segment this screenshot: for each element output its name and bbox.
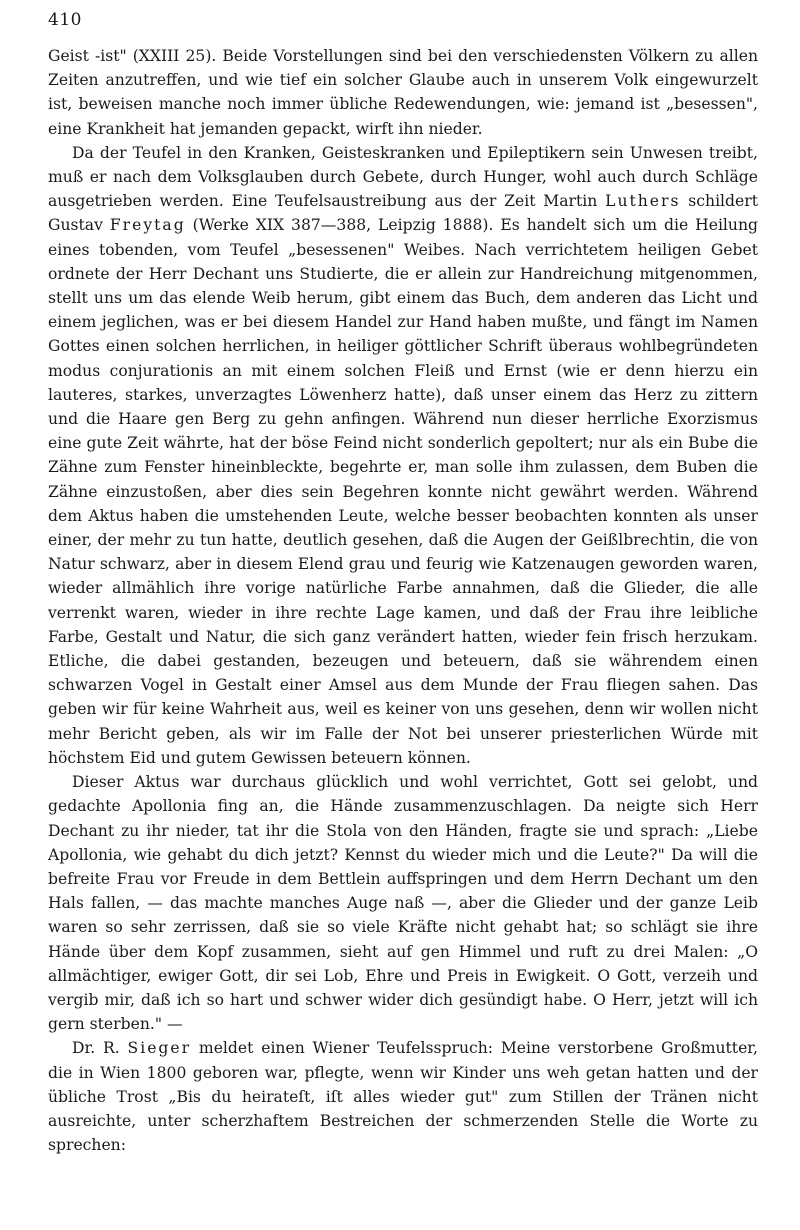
paragraph-text: schildert Gustav xyxy=(48,192,758,235)
paragraph-p3 xyxy=(48,770,758,1036)
author-name: Freytag xyxy=(109,216,186,235)
paragraph-text: Dieser Aktus war durchaus glücklich und wohl verrichtet, Gott sei gelobt, und gedachte Apollonia fing an, die Hände zusammenzuschlagen. Da neigte sich Herr Dechant zu ihr nieder, tat ihr die Stola von den Händen, fragte sie und sprach: „Liebe Apollonia, wie gehabt du dich jetzt? Kennst du wieder mich und die Leute?" Da will die befreite Frau vor Freude in dem Bettlein auffspringen und dem Herrn Dechant um den Hals fallen, — das machte manches Auge naß —, aber die Glieder und der ganze Leib waren so sehr zerrissen, daß sie so viele Kräfte nicht gehabt hat; so schlägt sie ihre Hände über dem Kopf zusammen, sieht auf gen Himmel und ruft zu drei Malen: „O allmächtiger, ewiger Gott, dir sei Lob, Ehre und Preis in Ewigkeit. O Gott, verzeih und vergib mir, daß ich so hart und schwer wider dich gesündigt habe. O Herr, jetzt will ich gern sterben." — xyxy=(48,773,758,1034)
author-name: Luthers xyxy=(605,192,681,211)
paragraph-text: Da der Teufel in den Kranken, Geisteskranken und Epileptikern sein Unwesen treibt, muß er nach dem Volksglauben durch Gebete, durch Hunger, wohl auch durch Schläge ausgetrieben werden. Eine Teufelsaustreibung aus der Zeit Martin xyxy=(48,143,758,211)
book-page xyxy=(48,10,758,1220)
author-name: Sieger xyxy=(127,1039,192,1058)
page-number: 410 xyxy=(48,10,82,30)
body-text xyxy=(48,44,758,1157)
paragraph-p1 xyxy=(48,44,758,141)
paragraph-text: meldet einen Wiener Teufelsspruch: Meine verstorbene Großmutter, die in Wien 1800 geboren war, pflegte, wenn wir Kinder uns weh getan hatten und der übliche Trost „Bis du heirateſt, iſt alles wieder gut" zum Stillen der Tränen nicht ausreichte, unter scherzhaftem Bestreichen der schmerzenden Stelle die Worte zu sprechen: xyxy=(48,1039,758,1155)
paragraph-text: Geist -ist" (XXIII 25). Beide Vorstellungen sind bei den verschiedensten Völkern zu allen Zeiten anzutreffen, und wie tief ein solcher Glaube auch in unserem Volk eingewurzelt ist, beweisen manche noch immer übliche Redewendungen, wie: jemand ist „besessen", eine Krankheit hat jemanden gepackt, wirft ihn nieder. xyxy=(48,47,758,138)
paragraph-p4 xyxy=(48,1036,758,1157)
paragraph-text: Dr. R. xyxy=(72,1039,128,1058)
paragraph-p2 xyxy=(48,141,758,770)
paragraph-text: (Werke XIX 387—388, Leipzig 1888). Es handelt sich um die Heilung eines tobenden, vom Teufel „besessenen" Weibes. Nach verrichtetem heiligen Gebet ordnete der Herr Dechant uns Studierte, die er allein zur Handreichung mitgenommen, stellt uns um das elende Weib herum, gibt einem das Buch, dem anderen das Licht und einem jeglichen, was er bei diesem Handel zur Hand haben mußte, und fängt im Namen Gottes einen solchen herrlichen, in heiliger göttlicher Schrift überaus wohlbegründeten modus conjurationis an mit einem solchen Fleiß und Ernst (wie er denn hierzu ein lauteres, starkes, unverzagtes Löwenherz hatte), daß unser einem das Herz zu zittern und die Haare gen Berg zu gehn anfingen. Während nun dieser herrliche Exorzismus eine gute Zeit währte, hat der böse Feind nicht sonderlich gepoltert; nur als ein Bube die Zähne zum Fenster hineinbleckte, begehrte er, man solle ihm zulassen, dem Buben die Zähne einzustoßen, aber dies sein Begehren konnte nicht gewährt werden. Während dem Aktus haben die umstehenden Leute, welche besser beobachten konnten als unser einer, der mehr zu tun hatte, deutlich gesehen, daß die Augen der Geißlbrechtin, die von Natur schwarz, aber in diesem Elend grau und feurig wie Katzenaugen geworden waren, wieder allmählich ihre vorige natürliche Farbe annahmen, daß die Glieder, die alle verrenkt waren, wieder in ihre rechte Lage kamen, und daß der Frau ihre leibliche Farbe, Gestalt und Natur, die sich ganz verändert hatten, wieder fein frisch herzukam. Etliche, die dabei gestanden, bezeugen und beteuern, daß sie währendem einen schwarzen Vogel in Gestalt einer Amsel aus dem Munde der Frau fliegen sahen. Das geben wir für keine Wahrheit aus, weil es keiner von uns gesehen, denn wir wollen nicht mehr Bericht geben, als wir im Falle der Not bei unserer priesterlichen Würde mit höchstem Eid und gutem Gewissen beteuern können. xyxy=(48,216,758,767)
